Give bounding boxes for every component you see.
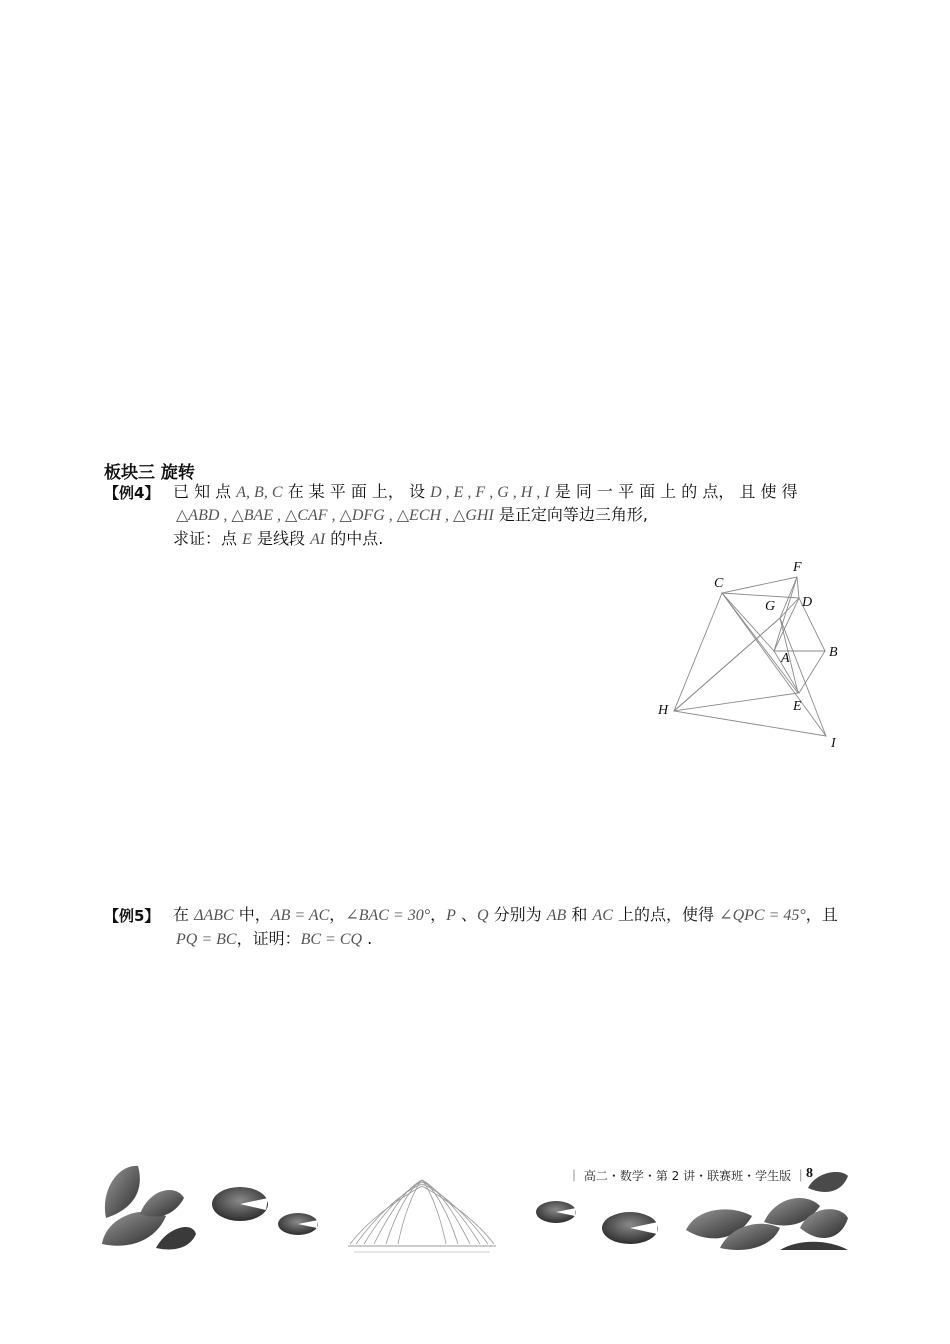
point-label-g: G [765,599,776,614]
text-segment: ，证明： [236,929,301,948]
math-expression: △ABD , △BAE , △CAF , △DFG , △ECH , △GHI [176,507,494,524]
page-number: 8 [806,1166,813,1181]
example-4-line-3 [173,528,383,551]
math-expression: D , E , F , G , H , I [430,484,550,501]
math-expression: Q [477,907,489,924]
math-expression: BC = CQ [300,931,363,948]
math-expression: ΔABC [194,907,234,924]
example-4-figure [650,556,850,756]
example-5-label-text: 【例5】 [104,907,160,925]
text-segment: 上的点，使得 [612,905,720,924]
text-segment: ，且 [805,905,838,924]
lily-pad-icon [278,1213,318,1235]
footer-course-info: ｜ 高二・数学・第 2 讲・联赛班・学生版 ｜ [568,1169,807,1183]
point-label-c: C [714,576,724,591]
math-expression: ∠BAC = 30° [345,907,431,924]
text-segment: 已 知 点 [173,482,237,501]
math-expression: AC [592,907,613,924]
example-5-label [104,905,159,926]
example-5-line-1 [173,904,838,927]
example-4-label-text: 【例4】 [104,484,160,502]
lily-pad-icon [602,1212,658,1244]
text-segment: ， [329,905,346,924]
open-book-icon [348,1180,496,1252]
text-segment: 、 [455,905,478,924]
lily-pad-icon [212,1187,268,1221]
point-label-b: B [829,645,838,660]
point-label-f: F [793,560,802,575]
text-segment: 是 同 一 平 面 上 的 点， 且 使 得 [549,482,798,501]
text-segment: . [362,929,373,948]
example-4-label [104,482,159,503]
math-expression: AB [546,907,567,924]
math-expression: AB = AC [270,907,330,924]
point-label-h: H [658,703,669,718]
text-segment: 求证：点 [173,529,243,548]
math-expression: AI [310,531,326,548]
math-expression: A, B, C [236,484,283,501]
point-label-d: D [802,595,813,610]
math-expression: P [446,907,456,924]
point-label-e: E [793,699,802,714]
text-segment: 是线段 [251,529,311,548]
point-label-i: I [831,736,836,751]
section-title: 板块三 旋转 [104,463,195,483]
example-4-line-2 [176,504,648,527]
math-expression: PQ = BC [176,931,237,948]
text-segment: 在 [173,905,195,924]
example-4-line-1 [173,481,846,504]
text-segment: 的中点. [325,529,384,548]
math-expression: ∠QPC = 45° [719,907,806,924]
math-expression: E [242,531,252,548]
example-5-line-2 [176,928,372,951]
text-segment: 是正定向等边三角形, [493,505,648,524]
leaf-cluster-left-icon [102,1166,196,1250]
text-segment: 中， [233,905,271,924]
text-segment: 分别为 [488,905,547,924]
text-segment: 和 [566,905,593,924]
lily-pad-icon [536,1201,576,1223]
point-label-a: A [781,651,790,666]
text-segment: 在 某 平 面 上， 设 [282,482,431,501]
text-segment: ， [430,905,447,924]
